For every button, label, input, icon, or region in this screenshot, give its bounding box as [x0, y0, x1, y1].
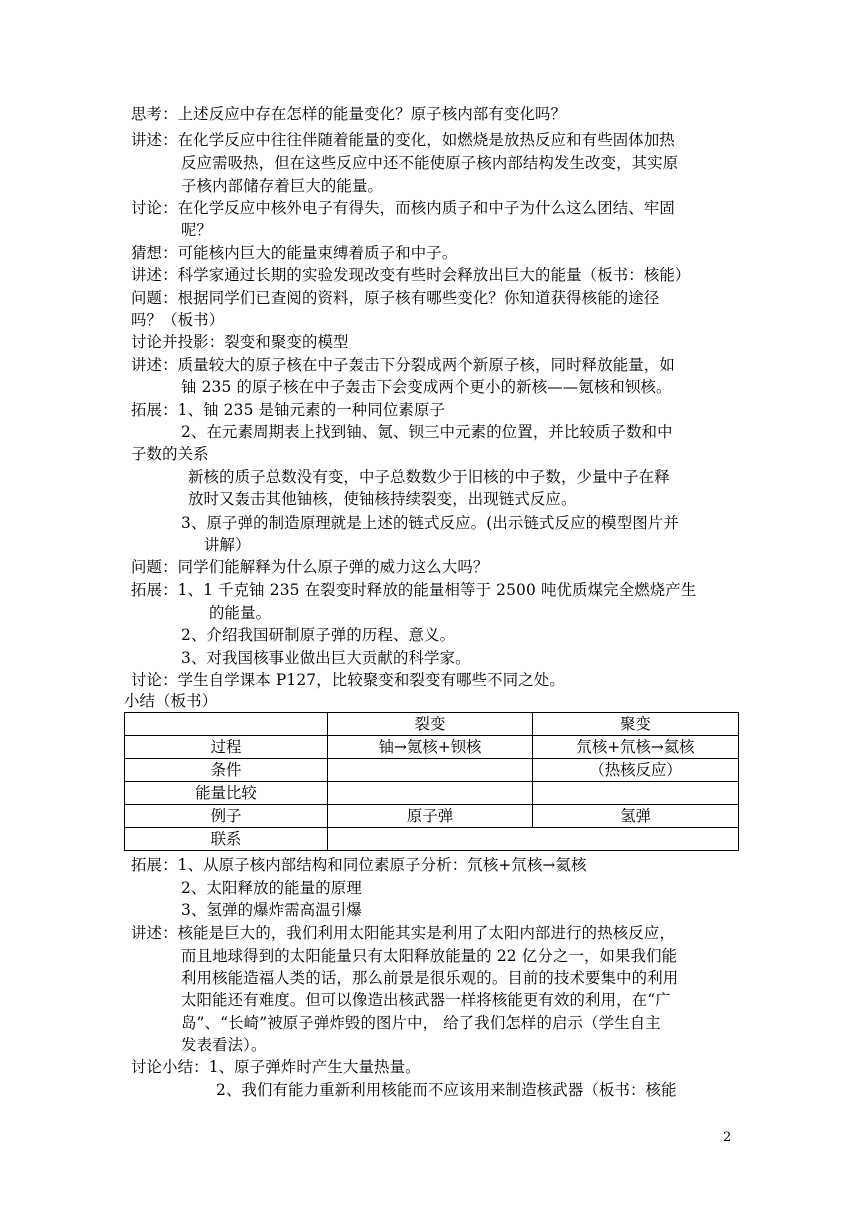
- table-cell: 能量比较: [125, 782, 328, 805]
- table-header-cell: [125, 713, 328, 736]
- text-line: 讲述：核能是巨大的，我们利用太阳能其实是利用了太阳内部进行的热核反应，: [131, 924, 675, 942]
- table-header-cell: 聚变: [533, 713, 739, 736]
- text-line: 讨论并投影：裂变和聚变的模型: [131, 333, 349, 351]
- text-line: 新核的质子总数没有变，中子总数数少于旧核的中子数，少量中子在释: [188, 468, 670, 486]
- table-cell: 原子弹: [328, 805, 533, 828]
- table-row: [125, 782, 739, 805]
- table-row: [125, 828, 739, 851]
- text-line: 吗？（板书）: [131, 311, 225, 329]
- text-line: 讨论小结：1、原子弹炸时产生大量热量。: [131, 1058, 421, 1076]
- text-line: 利用核能造福人类的话，那么前景是很乐观的。目前的技术要集中的利用: [181, 969, 679, 987]
- text-line: 放时又轰击其他铀核，使铀核持续裂变，出现链式反应。: [188, 490, 577, 508]
- text-line: 拓展：1、1 千克铀 235 在裂变时释放的能量相等于 2500 吨优质煤完全燃烧产生: [131, 581, 697, 599]
- table-header-row: [125, 713, 739, 736]
- text-line: 呢？: [181, 221, 213, 239]
- text-line: 3、原子弹的制造原理就是上述的链式反应。(出示链式反应的模型图片并: [181, 514, 679, 532]
- table-cell: 氢弹: [533, 805, 739, 828]
- table-cell: 例子: [125, 805, 328, 828]
- text-line: 铀 235 的原子核在中子轰击下会变成两个更小的新核——氪核和钡核。: [181, 378, 672, 396]
- text-line: 讲解）: [204, 536, 251, 554]
- text-line: 拓展：1、从原子核内部结构和同位素原子分析：氘核+氘核→氦核: [131, 856, 587, 874]
- table-cell: [328, 782, 533, 805]
- text-line: 的能量。: [209, 604, 272, 622]
- table-cell: [533, 782, 739, 805]
- text-line: 而且地球得到的太阳能量只有太阳释放能量的 22 亿分之一，如果我们能: [181, 947, 678, 965]
- table-cell: [328, 759, 533, 782]
- page-number: 2: [723, 1130, 732, 1145]
- table-cell: 联系: [125, 828, 328, 851]
- table-cell: 铀→氪核+钡核: [328, 736, 533, 759]
- table-cell: 氘核+氘核→氦核: [533, 736, 739, 759]
- text-line: 2、太阳释放的能量的原理: [181, 879, 362, 897]
- text-line: 思考：上述反应中存在怎样的能量变化？原子核内部有变化吗？: [131, 105, 567, 123]
- text-line: 反应需吸热，但在这些反应中还不能使原子核内部结构发生改变，其实原: [181, 154, 679, 172]
- text-line: 岛”、“长崎”被原子弹炸毁的图片中， 给了我们怎样的启示（学生自主: [181, 1014, 661, 1032]
- text-line: 3、氢弹的爆炸需高温引爆: [181, 901, 362, 919]
- text-line: 2、介绍我国研制原子弹的历程、意义。: [181, 626, 456, 644]
- table-row: [125, 736, 739, 759]
- text-line: 子数的关系: [131, 445, 209, 463]
- text-line: 2、我们有能力重新利用核能而不应该用来制造核武器（板书：核能: [216, 1081, 677, 1099]
- text-line: 2、在元素周期表上找到铀、氪、钡三中元素的位置，并比较质子数和中: [181, 423, 673, 441]
- text-line: 讲述：科学家通过长期的实验发现改变有些时会释放出巨大的能量（板书：核能）: [131, 266, 691, 284]
- text-line: 太阳能还有难度。但可以像造出核武器一样将核能更有效的利用，在“广: [181, 991, 671, 1009]
- text-line: 讨论：学生自学课本 P127，比较聚变和裂变有哪些不同之处。: [131, 671, 565, 689]
- text-line: 讲述：质量较大的原子核在中子轰击下分裂成两个新原子核，同时释放能量，如: [131, 356, 675, 374]
- summary-table: [124, 712, 739, 851]
- text-line: 讲述：在化学反应中往往伴随着能量的变化，如燃烧是放热反应和有些固体加热: [131, 131, 675, 149]
- table-row: [125, 805, 739, 828]
- table-header-cell: 裂变: [328, 713, 533, 736]
- table-cell: 条件: [125, 759, 328, 782]
- text-line: 猜想：可能核内巨大的能量束缚着质子和中子。: [131, 244, 458, 262]
- text-line: 问题：同学们能解释为什么原子弹的威力这么大吗？: [131, 558, 489, 576]
- table-cell: [328, 828, 739, 851]
- text-line: 发表看法）。: [181, 1036, 267, 1054]
- text-line: 小结（板书）: [124, 692, 218, 710]
- text-line: 子核内部储存着巨大的能量。: [181, 177, 384, 195]
- text-line: 讨论：在化学反应中核外电子有得失，而核内质子和中子为什么这么团结、牢固: [131, 199, 675, 217]
- text-line: 拓展：1、铀 235 是铀元素的一种同位素原子: [131, 401, 446, 419]
- table-cell: 过程: [125, 736, 328, 759]
- text-line: 3、对我国核事业做出巨大贡献的科学家。: [181, 649, 471, 667]
- text-line: 问题：根据同学们已查阅的资料，原子核有哪些变化？你知道获得核能的途径: [131, 289, 660, 307]
- table-cell: （热核反应）: [533, 759, 739, 782]
- table-row: [125, 759, 739, 782]
